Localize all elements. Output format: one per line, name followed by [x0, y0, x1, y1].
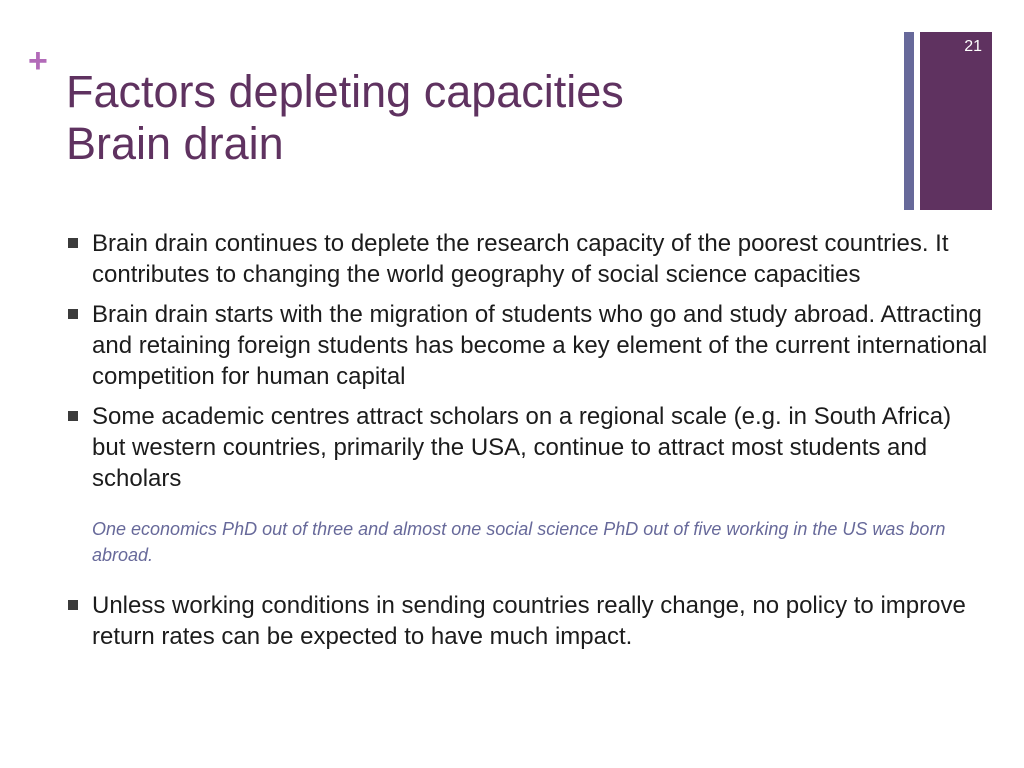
bullet-item	[68, 590, 988, 652]
decorative-bar-thin	[904, 32, 914, 210]
bullet-item	[68, 228, 988, 290]
slide-content	[68, 228, 988, 661]
bullet-text: Brain drain continues to deplete the research capacity of the poorest countries. It contributes to changing the world geography of social science capacities	[92, 230, 949, 288]
slide-title	[66, 66, 624, 170]
bullet-item	[68, 299, 988, 392]
square-bullet-icon	[68, 309, 78, 319]
bullet-text: Brain drain starts with the migration of students who go and study abroad. Attracting and retaining foreign students has become a key element of the current international competition for human capital	[92, 301, 988, 390]
title-line-2: Brain drain	[66, 118, 284, 169]
title-line-1: Factors depleting capacities	[66, 66, 624, 117]
bullet-text: Some academic centres attract scholars on a regional scale (e.g. in South Africa) but western countries, primarily the USA, continue to attract most students and scholars	[92, 403, 952, 492]
decorative-bar-block	[920, 32, 992, 210]
square-bullet-icon	[68, 411, 78, 421]
square-bullet-icon	[68, 600, 78, 610]
bullet-item	[68, 401, 988, 494]
plus-icon: +	[28, 42, 48, 80]
bullet-text: Unless working conditions in sending countries really change, no policy to improve return rates can be expected to have much impact.	[92, 592, 966, 650]
square-bullet-icon	[68, 238, 78, 248]
page-number: 21	[964, 38, 982, 55]
italic-note: One economics PhD out of three and almost one social science PhD out of five working in the US was born abroad.	[92, 519, 946, 565]
